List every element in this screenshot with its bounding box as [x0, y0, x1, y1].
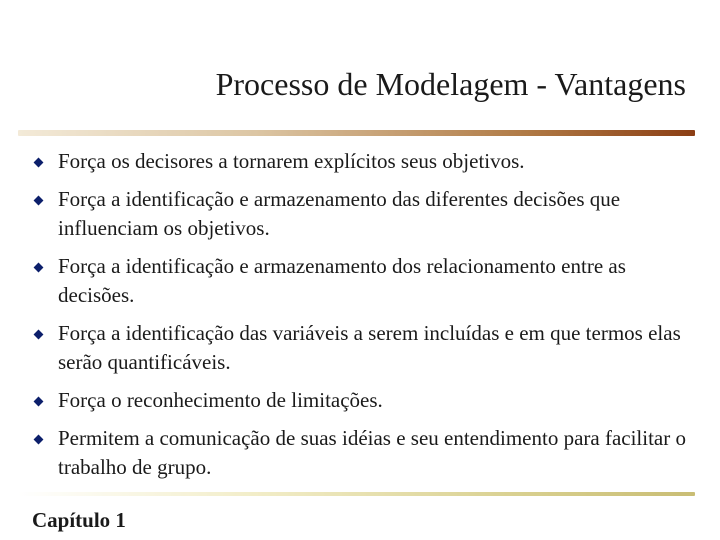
title-divider [18, 130, 695, 136]
slide-title: Processo de Modelagem - Vantagens [215, 66, 686, 102]
diamond-bullet-icon [34, 435, 44, 445]
bullet-text: Força os decisores a tornarem explícitos seus objetivos. [58, 149, 525, 173]
bullet-item [32, 252, 692, 310]
bullet-text: Força o reconhecimento de limitações. [58, 388, 383, 412]
bullet-item [32, 185, 692, 243]
bullet-text: Permitem a comunicação de suas idéias e seu entendimento para facilitar o trabalho de grupo. [58, 426, 687, 479]
diamond-bullet-icon [34, 263, 44, 273]
bullet-text: Força a identificação e armazenamento das diferentes decisões que influenciam os objetivos. [58, 187, 621, 240]
diamond-bullet-icon [34, 196, 44, 206]
diamond-bullet-icon [34, 397, 44, 407]
bullet-text: Força a identificação das variáveis a serem incluídas e em que termos elas serão quantificáveis. [58, 321, 681, 374]
bullet-item [32, 424, 692, 482]
footer-divider [18, 492, 695, 496]
chapter-label: Capítulo 1 [32, 508, 126, 532]
bullet-text: Força a identificação e armazenamento dos relacionamento entre as decisões. [58, 254, 626, 307]
bullet-item [32, 319, 692, 377]
bullet-item [32, 386, 692, 415]
bullet-item [32, 147, 692, 176]
diamond-bullet-icon [34, 330, 44, 340]
diamond-bullet-icon [34, 158, 44, 168]
bullet-list [32, 147, 692, 491]
